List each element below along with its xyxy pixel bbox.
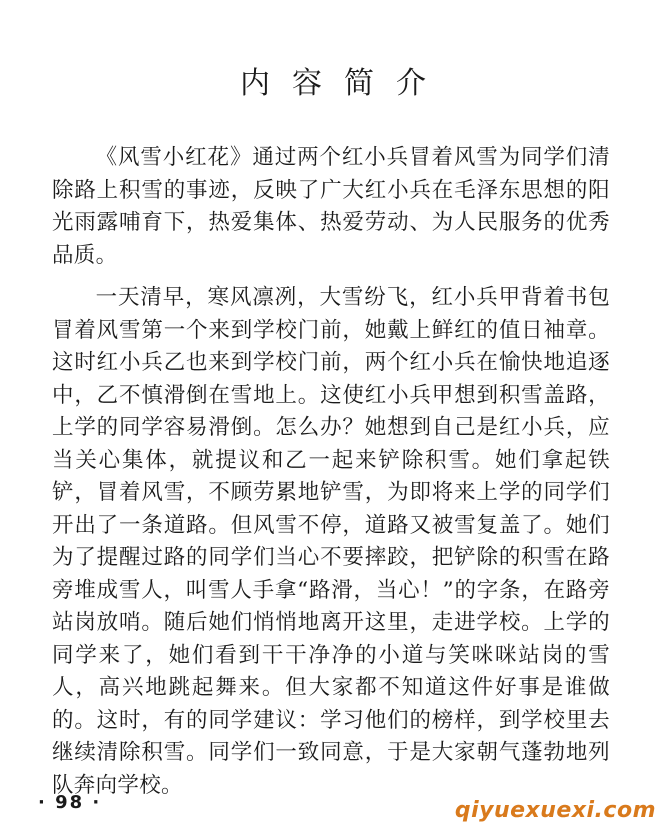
page-number: · 98 · [38,792,102,813]
plot-paragraph [52,282,610,802]
summary-paragraph-text: 《风雪小红花》通过两个红小兵冒着风雪为同学们清除路上积雪的事迹，反映了广大红小兵在毛泽东思想的阳光雨露哺育下，热爱集体、热爱劳动、为人民服务的优秀品质。 [52,145,610,268]
summary-paragraph [52,142,610,272]
page-title: 内容简介 [240,66,448,101]
watermark: qiyuexuexi.com [454,798,656,823]
plot-paragraph-text: 一天清早，寒风凛冽，大雪纷飞，红小兵甲背着书包冒着风雪第一个来到学校门前，她戴上鲜红的值日袖章。这时红小兵乙也来到学校门前，两个红小兵在愉快地追逐中，乙不慎滑倒在雪地上。这使红小兵甲想到积雪盖路，上学的同学容易滑倒。怎么办？她想到自己是红小兵，应当关心集体，就提议和乙一起来铲除积雪。她们拿起铁铲，冒着风雪，不顾劳累地铲雪，为即将来上学的同学们开出了一条道路。但风雪不停，道路又被雪复盖了。她们为了提醒过路的同学们当心不要摔跤，把铲除的积雪在路旁堆成雪人，叫雪人手拿“路滑，当心！”的字条，在路旁站岗放哨。随后她们悄悄地离开这里，走进学校。上学的同学来了，她们看到干干净净的小道与笑咪咪站岗的雪人，高兴地跳起舞来。但大家都不知道这件好事是谁做的。这时，有的同学建议：学习他们的榜样，到学校里去继续清除积雪。同学们一致同意，于是大家朝气蓬勃地列队奔向学校。 [52,285,610,798]
